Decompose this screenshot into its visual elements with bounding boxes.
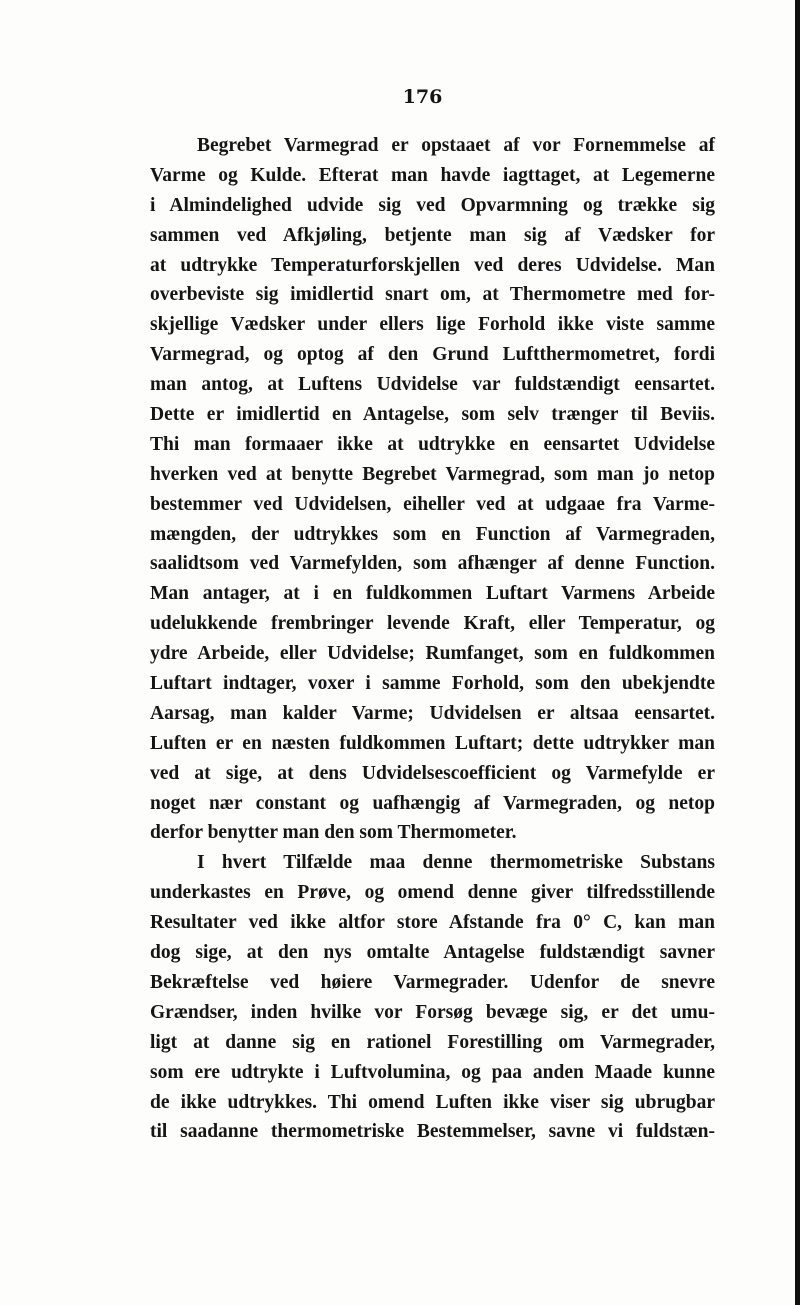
text-line: I hvert Tilfælde maa denne thermometriske Substans [197,852,715,874]
text-line: Varme og Kulde. Efterat man havde iagttaget, at Legemerne [150,164,715,186]
page-number: 176 [402,86,443,108]
text-line: overbeviste sig imidlertid snart om, at Thermometre med for- [150,284,715,306]
text-line: skjellige Vædsker under ellers lige Forhold ikke viste samme [150,314,715,336]
body-text [150,131,715,1147]
text-line: ydre Arbeide, eller Udvidelse; Rumfanget, som en fuldkommen [150,643,715,665]
text-line: Thi man formaaer ikke at udtrykke en eensartet Udvidelse [150,433,715,455]
text-line: mængden, der udtrykkes som en Function af Varmegraden, [150,523,715,545]
text-line: i Almindelighed udvide sig ved Opvarmning og trække sig [150,194,715,216]
text-line: noget nær constant og uafhængig af Varmegraden, og netop [150,792,715,814]
text-line: udelukkende frembringer levende Kraft, eller Temperatur, og [150,613,715,635]
text-line: Grændser, inden hvilke vor Forsøg bevæge sig, er det umu- [150,1001,715,1023]
text-line: Begrebet Varmegrad er opstaaet af vor Fornemmelse af [197,135,715,156]
text-line: dog sige, at den nys omtalte Antagelse fuldstændigt savner [150,942,715,964]
text-line: Man antager, at i en fuldkommen Luftart Varmens Arbeide [150,583,715,605]
text-line: at udtrykke Temperaturforskjellen ved deres Udvidelse. Man [150,254,715,276]
text-line: bestemmer ved Udvidelsen, eiheller ved at udgaae fra Varme- [150,493,715,515]
scan-edge [795,0,800,1305]
text-line: derfor benytter man den som Thermometer. [150,822,517,844]
text-line: Luften er en næsten fuldkommen Luftart; dette udtrykker man [150,732,715,754]
text-line: som ere udtrykte i Luftvolumina, og paa anden Maade kunne [150,1061,715,1083]
text-line: Luftart indtager, voxer i samme Forhold, som den ubekjendte [150,673,715,695]
paragraph [150,131,715,848]
text-line: hverken ved at benytte Begrebet Varmegrad, som man jo netop [150,463,715,485]
text-line: de ikke udtrykkes. Thi omend Luften ikke viser sig ubrugbar [150,1091,715,1113]
text-line: Resultater ved ikke altfor store Afstande fra 0° C, kan man [150,912,715,934]
text-line: Varmegrad, og optog af den Grund Luftthermometret, fordi [150,344,715,366]
text-line: Bekræftelse ved høiere Varmegrader. Udenfor de snevre [150,971,715,993]
text-line: underkastes en Prøve, og omend denne giver tilfredsstillende [150,882,715,904]
text-line: saalidtsom ved Varmefylden, som afhænger af denne Function. [150,553,715,575]
text-line: Aarsag, man kalder Varme; Udvidelsen er altsaa eensartet. [150,702,715,724]
text-line: ligt at danne sig en rationel Forestilling om Varmegrader, [150,1031,715,1053]
paragraph [150,848,715,1147]
text-line: ved at sige, at dens Udvidelsescoefficient og Varmefylde er [150,762,715,784]
text-line: man antog, at Luftens Udvidelse var fuldstændigt eensartet. [150,374,715,396]
text-line: sammen ved Afkjøling, betjente man sig af Vædsker for [150,224,715,246]
text-line: til saadanne thermometriske Bestemmelser, savne vi fuldstæn- [150,1121,715,1143]
text-line: Dette er imidlertid en Antagelse, som selv trænger til Beviis. [150,404,715,426]
